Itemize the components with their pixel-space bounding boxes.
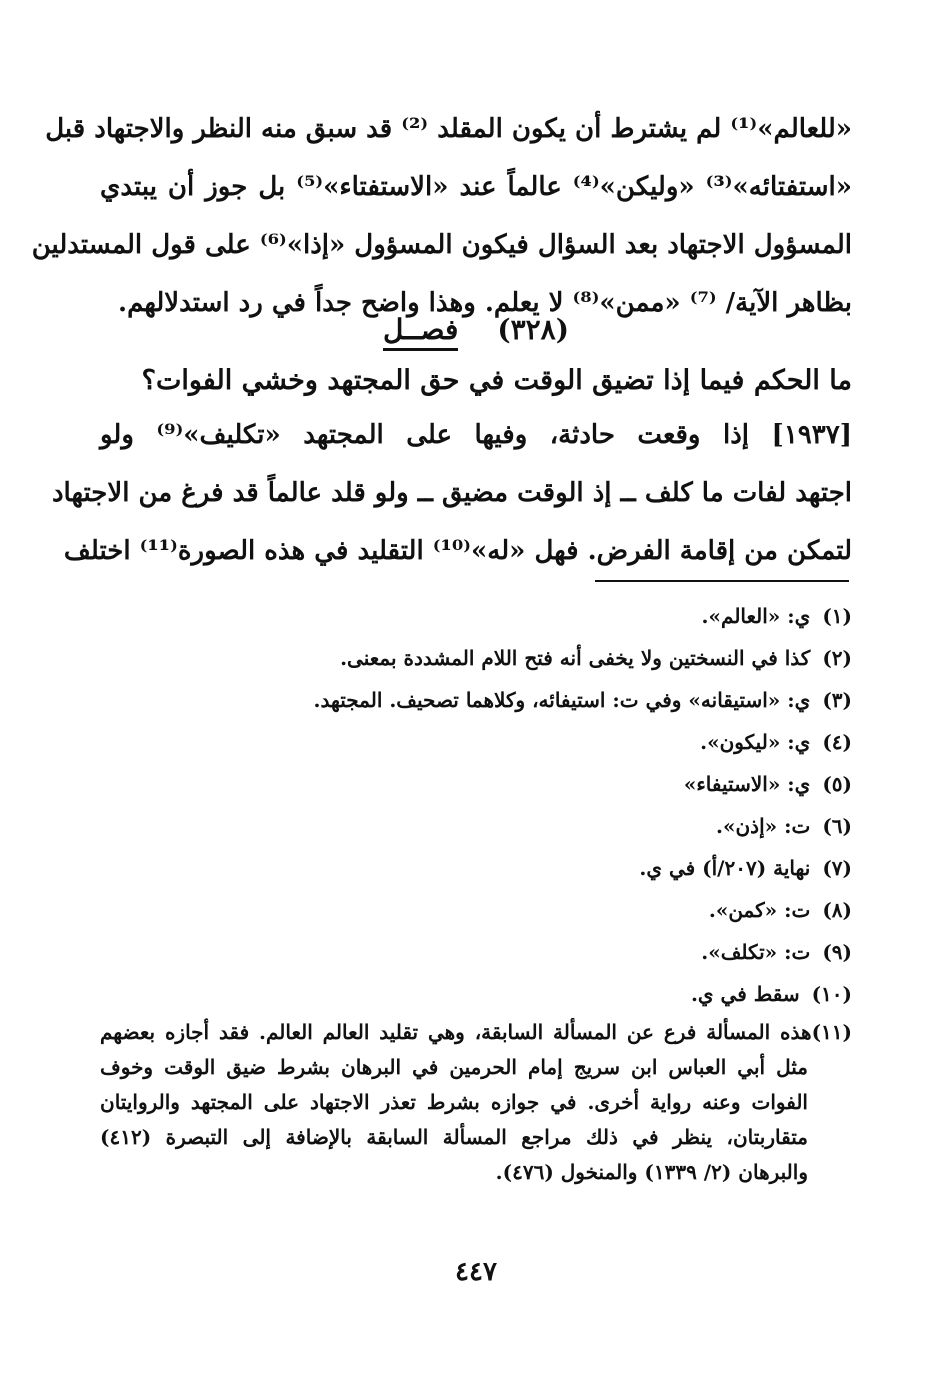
footnote [100, 721, 852, 763]
footnotes [100, 595, 852, 1190]
footnote-number: (٥) [822, 772, 852, 796]
footnote [100, 847, 852, 889]
footnote-text: ي: «ليكون». [700, 730, 811, 754]
footnote-text: كذا في النسختين ولا يخفى أنه فتح اللام المشددة بمعنى. [340, 646, 811, 670]
section-label: فصــل [383, 313, 458, 351]
footnote-text: ي: «الاستيفاء» [683, 772, 811, 796]
text-line: المسؤول الاجتهاد بعد السؤال فيكون المسؤول «إذا»⁽⁶⁾ على قول المستدلين [31, 230, 852, 260]
text-line: [١٩٣٧] إذا وقعت حادثة، وفيها على المجتهد «تكليف»⁽⁹⁾ ولو [100, 420, 852, 450]
footnote-11-line: الفوات وعنه رواية أخرى. في جوازه بشرط تعذر الاجتهاد على المجتهد والروايتان [100, 1090, 808, 1114]
footnote-11-line: متقاربتان، ينظر في ذلك مراجع المسألة السابقة بالإضافة إلى التبصرة (٤١٢) [100, 1125, 808, 1149]
footnote-text: سقط في ي. [690, 982, 800, 1006]
footnote-divider [595, 580, 849, 582]
footnote-11-line: مثل أبي العباس ابن سريج إمام الحرمين في البرهان بشرط ضيق الوقت وخوف [100, 1055, 808, 1079]
text-line: «استفتائه»⁽³⁾ «وليكن»⁽⁴⁾ عالماً عند «الاستفتاء»⁽⁵⁾ بل جوز أن يبتدي [100, 172, 852, 202]
footnote [100, 763, 852, 805]
footnote-text: ت: «كمن». [708, 898, 811, 922]
footnote-text: نهاية (٢٠٧/أ) في ي. [639, 856, 811, 880]
text-line: «للعالم»⁽¹⁾ لم يشترط أن يكون المقلد ⁽²⁾ قد سبق منه النظر والاجتهاد قبل [45, 114, 852, 144]
footnote-number: (٧) [822, 856, 852, 880]
footnote [100, 805, 852, 847]
footnote-number: (١٠) [811, 982, 852, 1006]
footnote-text: ت: «إذن». [716, 814, 811, 838]
text-line: اجتهد لفات ما كلف ــ إذ الوقت مضيق ــ ولو قلد عالماً قد فرغ من الاجتهاد [51, 478, 852, 508]
footnote [100, 973, 852, 1015]
paragraph-1 [31, 100, 852, 332]
footnote-11-line: والبرهان (٢/ ١٣٣٩) والمنخول (٤٧٦). [495, 1160, 808, 1184]
text-line: لتمكن من إقامة الفرض. فهل «له»⁽¹⁰⁾ التقليد في هذه الصورة⁽¹¹⁾ اختلف [63, 536, 852, 566]
footnote-text: ي: «استيقانه» وفي ت: استيفائه، وكلاهما تصحيف. المجتهد. [313, 688, 811, 712]
footnote-number: (٦) [822, 814, 852, 838]
section-heading [100, 308, 852, 352]
footnote [100, 889, 852, 931]
page-number: ٤٤٧ [455, 1257, 497, 1287]
text-line: بظاهر الآية/ ⁽⁷⁾ «ممن»⁽⁸⁾ لا يعلم. وهذا واضح جداً في رد استدلالهم. [118, 288, 852, 318]
section-number: (٣٢٨) [497, 313, 569, 346]
footnote-number: (٣) [822, 688, 852, 712]
footnote-text: هذه المسألة فرع عن المسألة السابقة، وهي تقليد العالم العالم. فقد أجازه بعضهم [100, 1020, 812, 1044]
footnote [100, 931, 852, 973]
footnote [100, 679, 852, 721]
footnote [100, 637, 852, 679]
footnote-number: (٩) [822, 940, 852, 964]
footnote-text: ي: «العالم». [701, 604, 811, 628]
footnote-number: (١) [822, 604, 852, 628]
footnote-number: (٢) [822, 646, 852, 670]
footnote-number: (٤) [822, 730, 852, 754]
paragraph-2 [51, 406, 852, 580]
footnote [100, 595, 852, 637]
footnote-number: (٨) [822, 898, 852, 922]
section-question: ما الحكم فيما إذا تضيق الوقت في حق المجتهد وخشي الفوات؟ [141, 365, 852, 396]
footnote-text: ت: «تكلف». [701, 940, 811, 964]
footnote-number: (١١) [811, 1020, 852, 1044]
footnote-11-line [100, 1015, 852, 1050]
